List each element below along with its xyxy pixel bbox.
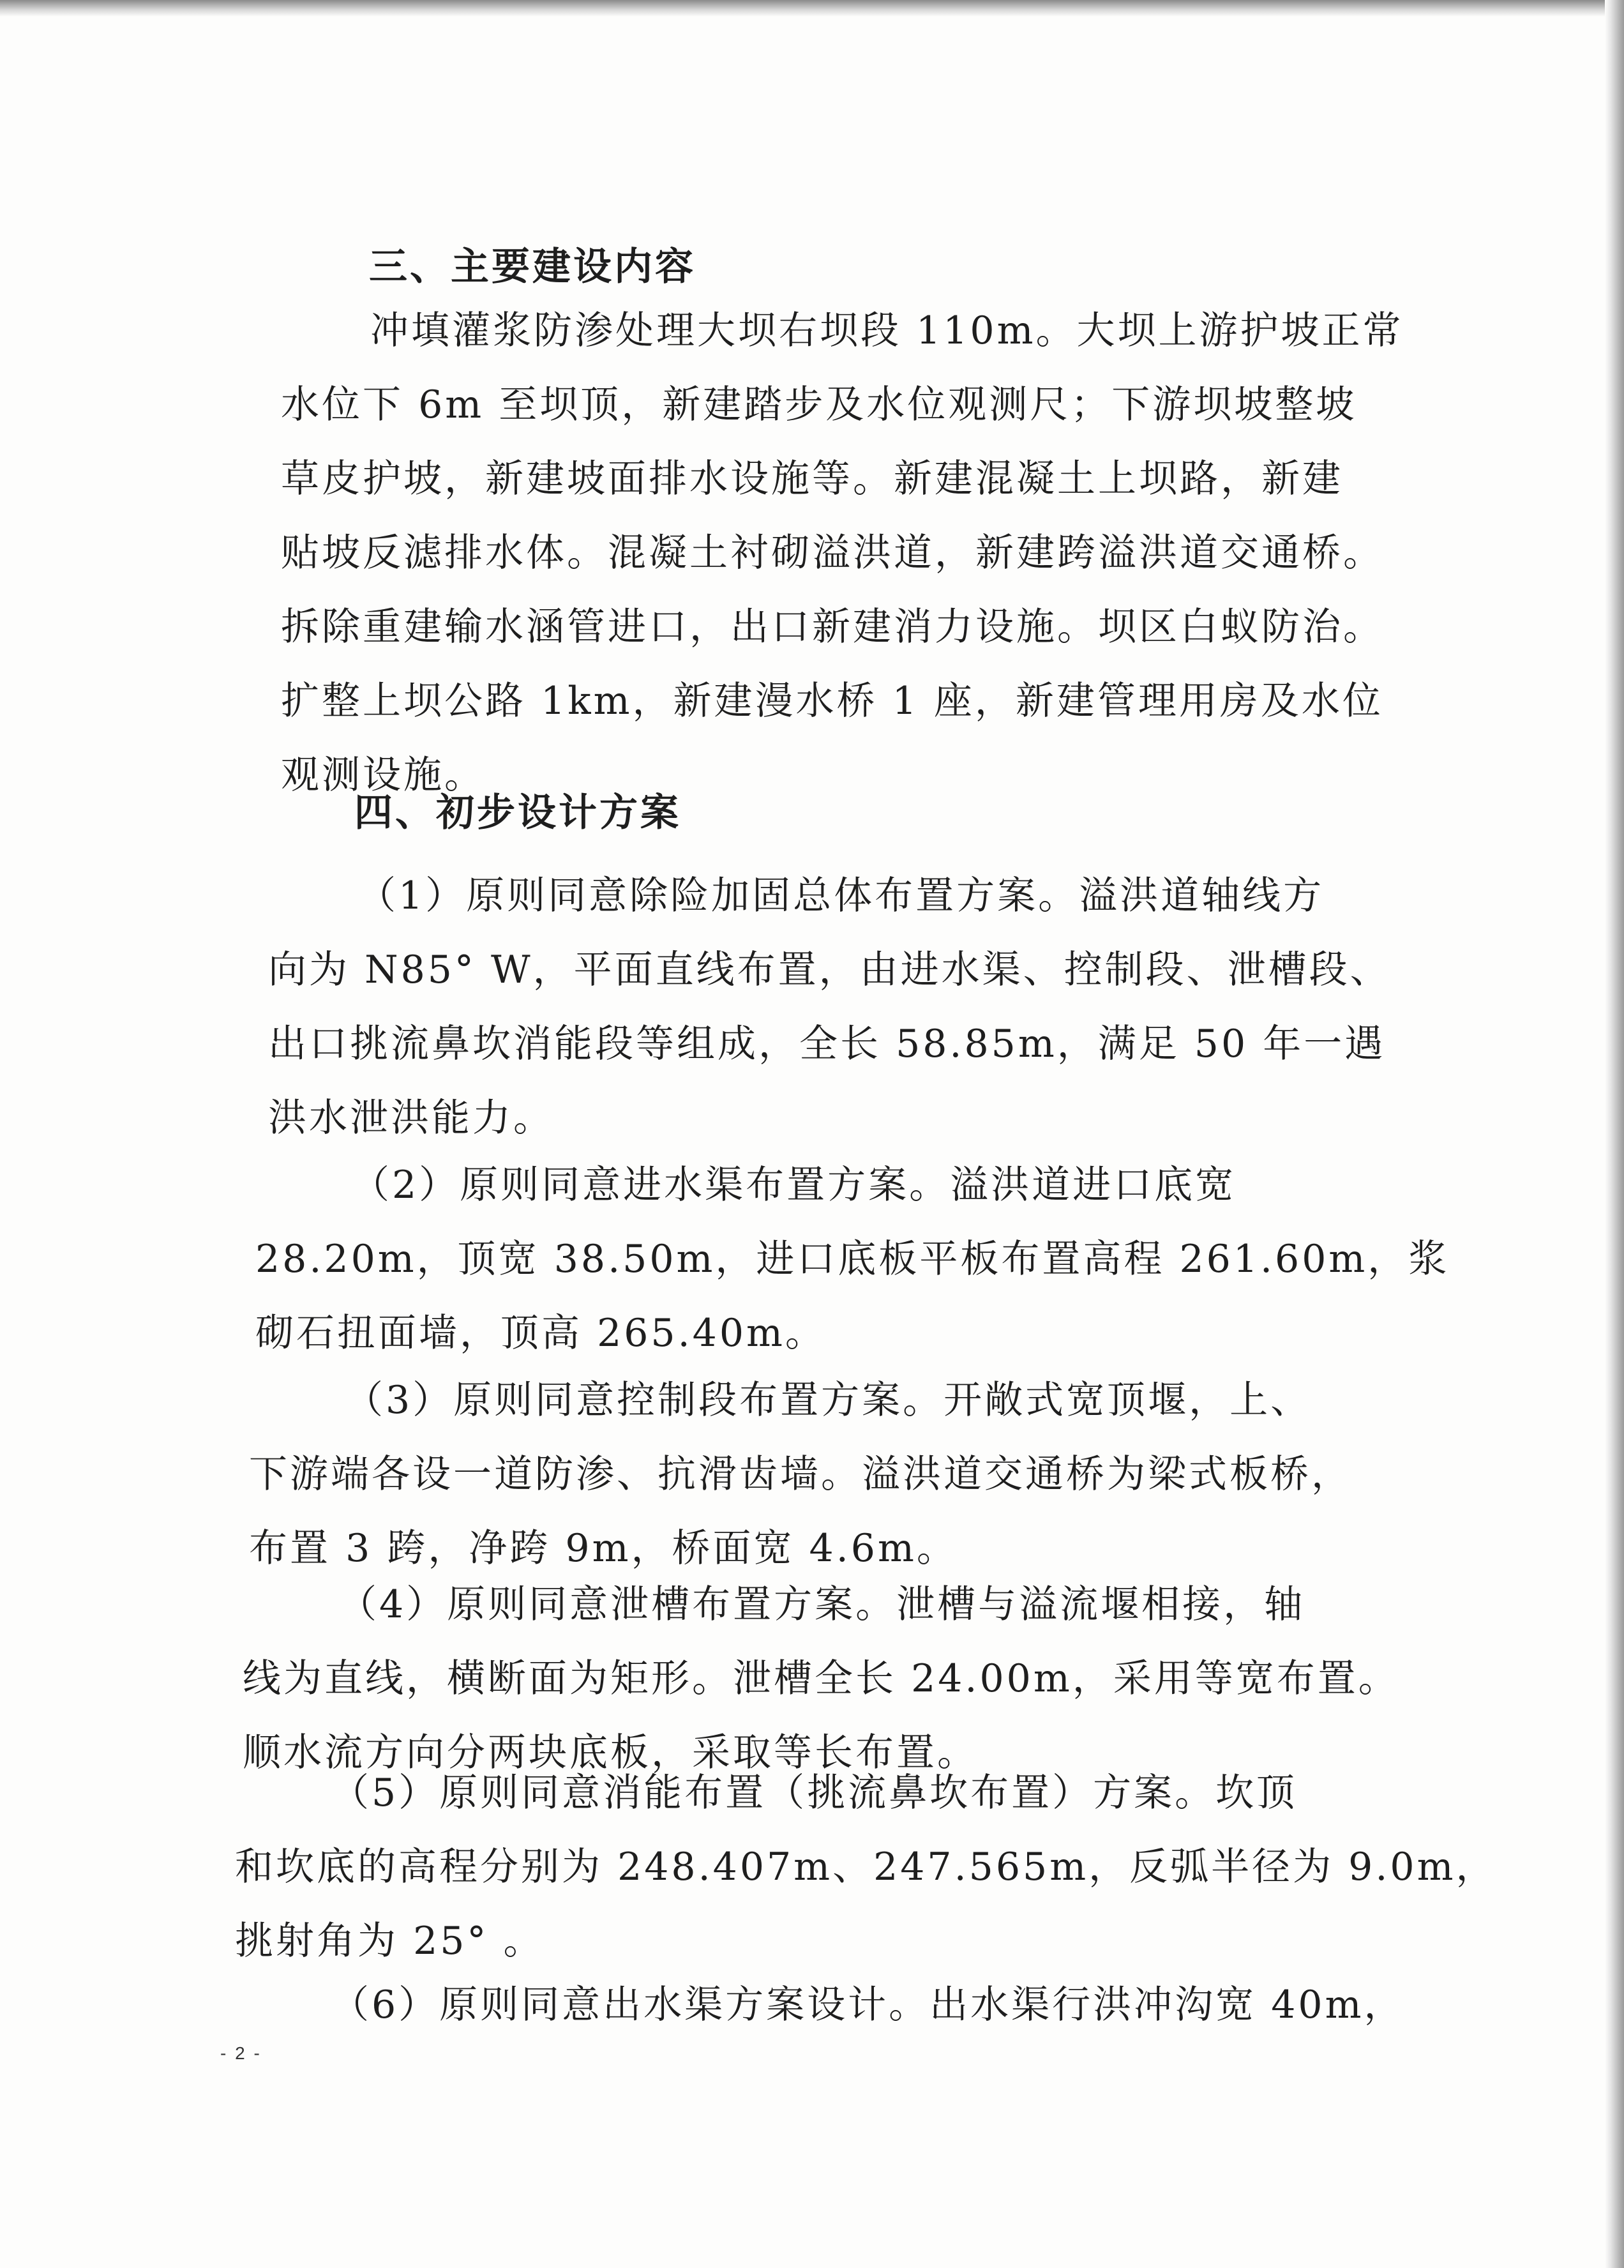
section-4-heading: 四、初步设计方案: [354, 790, 681, 835]
section-3-line-2: 水位下 6m 至坝顶，新建踏步及水位观测尺；下游坝坡整坡: [281, 382, 1357, 427]
section-3-line-5: 拆除重建输水涵管进口，出口新建消力设施。坝区白蚁防治。: [281, 605, 1384, 649]
item-4-line-1: （4）原则同意泄槽布置方案。泄槽与溢流堰相接，轴: [338, 1582, 1305, 1627]
item-3-line-2: 下游端各设一道防渗、抗滑齿墙。溢洪道交通桥为梁式板桥，: [249, 1452, 1352, 1497]
scan-edge-right: [1605, 0, 1624, 2268]
section-3-line-3: 草皮护坡，新建坡面排水设施等。新建混凝土上坝路，新建: [281, 457, 1343, 501]
item-1-line-3: 出口挑流鼻坎消能段等组成，全长 58.85m，满足 50 年一遇: [268, 1022, 1386, 1066]
section-3-line-6: 扩整上坝公路 1km，新建漫水桥 1 座，新建管理用房及水位: [281, 679, 1383, 723]
item-2-line-3: 砌石扭面墙，顶高 265.40m。: [255, 1311, 826, 1356]
item-6-line-1: （6）原则同意出水渠方案设计。出水渠行洪冲沟宽 40m，: [331, 1983, 1405, 2027]
section-3-line-1: 冲填灌浆防渗处理大坝右坝段 110m。大坝上游护坡正常: [370, 308, 1404, 353]
item-5-paragraph: [235, 1756, 1496, 1978]
item-3-paragraph: [249, 1363, 1352, 1585]
item-4-line-3: 顺水流方向分两块底板，采取等长布置。: [243, 1730, 978, 1775]
scan-edge-top: [0, 0, 1624, 17]
item-5-line-1: （5）原则同意消能布置（挑流鼻坎布置）方案。坎顶: [331, 1771, 1298, 1815]
page-number: - 2 -: [220, 2043, 262, 2063]
item-2-paragraph: [255, 1148, 1449, 1370]
item-4-line-2: 线为直线，横断面为矩形。泄槽全长 24.00m，采用等宽布置。: [243, 1656, 1399, 1701]
item-5-line-3: 挑射角为 25° 。: [235, 1919, 545, 1963]
item-1-paragraph: [268, 859, 1391, 1155]
section-3-line-4: 贴坡反滤排水体。混凝土衬砌溢洪道，新建跨溢洪道交通桥。: [281, 531, 1384, 575]
item-6-paragraph: [331, 1968, 1405, 2042]
item-5-line-2: 和坎底的高程分别为 248.407m、247.565m，反弧半径为 9.0m，: [235, 1845, 1497, 1889]
section-3-line-7: 观测设施。: [281, 753, 485, 798]
item-2-line-1: （2）原则同意进水渠布置方案。溢洪道进口底宽: [351, 1163, 1237, 1207]
section-3-heading: 三、主要建设内容: [369, 245, 696, 289]
item-1-line-4: 洪水泄洪能力。: [268, 1096, 554, 1140]
item-2-line-2: 28.20m，顶宽 38.50m，进口底板平板布置高程 261.60m，浆: [255, 1237, 1450, 1281]
item-3-line-3: 布置 3 跨，净跨 9m，桥面宽 4.6m。: [249, 1526, 958, 1571]
item-3-line-1: （3）原则同意控制段布置方案。开敞式宽顶堰，上、: [345, 1378, 1312, 1423]
item-1-line-2: 向为 N85° W，平面直线布置，由进水渠、控制段、泄槽段、: [268, 948, 1391, 992]
item-1-line-1: （1）原则同意除险加固总体布置方案。溢洪道轴线方: [357, 873, 1325, 918]
section-3-paragraph: [281, 294, 1404, 812]
